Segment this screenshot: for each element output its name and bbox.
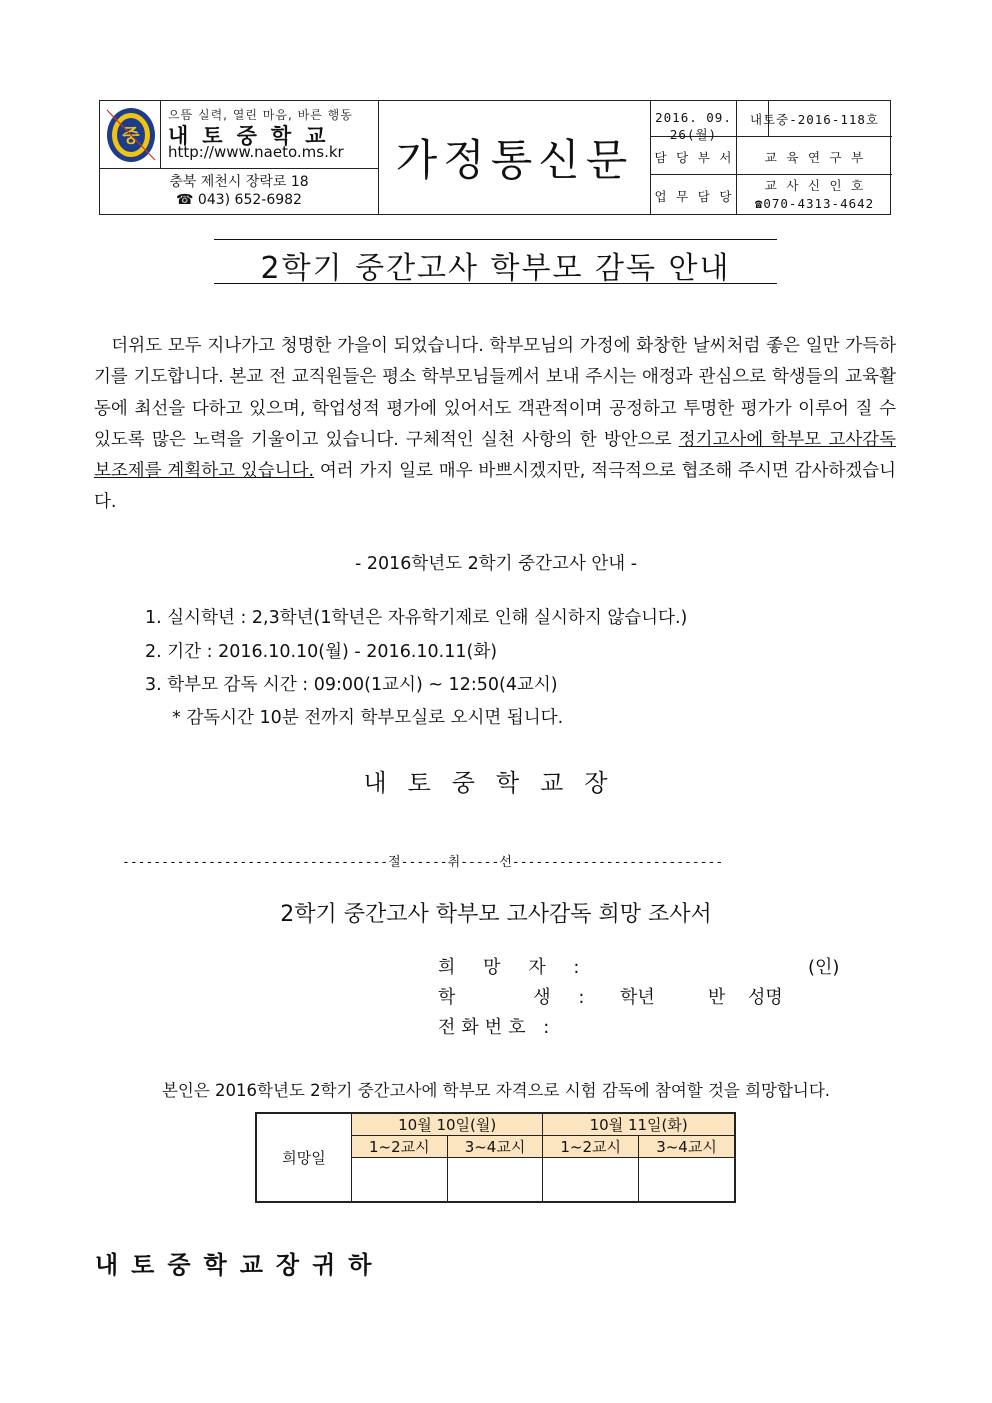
school-name: 내토중학교 — [168, 124, 340, 148]
addressee: 내토중학교장귀하 — [95, 1251, 385, 1279]
date: 2016. 09. 26(월) — [655, 110, 732, 142]
period-header: 3~4교시 — [639, 1136, 735, 1158]
notice-item: 2. 기간 : 2016.10.10(월) - 2016.10.11(화) — [145, 642, 498, 662]
address-text: 충북 제천시 장락로 18 — [169, 174, 309, 190]
title-rule-bottom — [214, 283, 777, 284]
period-header: 1~2교시 — [352, 1136, 448, 1158]
notice-heading: - 2016학년도 2학기 중간고사 안내 - — [354, 554, 638, 574]
notice-note: * 감독시간 10분 전까지 학부모실로 오시면 됩니다. — [172, 708, 564, 728]
name-label: 성명 — [748, 987, 783, 1008]
principal-signature: 내토중학교장 — [363, 769, 629, 797]
document-number: 내토중-2016-118호 — [749, 112, 880, 127]
dept-label: 담 당 부 서 — [654, 150, 733, 165]
row-label: 희망일 — [256, 1113, 352, 1202]
day1-header: 10월 10일(월) — [352, 1113, 543, 1136]
grade-label: 학년 — [620, 987, 655, 1008]
staff-phone: ☎070-4313-4642 — [754, 196, 875, 211]
body-text: 더위도 모두 지나가고 청명한 가을이 되었습니다. 학부모님의 가정에 화창한 날씨처럼 좋은 일만 가득하기를 기도합니다. 본교 전 교직원들은 평소 학부모님들께서 보내 주시는 애정과 관심으로 학생들의 교육활동에 최선을 다하고 있으며, 학업성적 평가에 있어서도 객관적이며 공정하고 투명한 평가가 이루어 질 수 있도록 많은 노력을 기울이고 있습니다. 구체적인 실천 사항의 한 방안으로 — [94, 336, 896, 450]
student-label: 학 생 : — [438, 987, 596, 1008]
cut-line: ----------------------------------절------취-----선--------------------------- — [122, 855, 724, 870]
staff-name: 교 사 신 인 호 — [764, 178, 865, 193]
seal-mark: (인) — [808, 957, 840, 978]
document-title: 가정통신문 — [395, 136, 634, 186]
choice-cell[interactable] — [639, 1158, 735, 1202]
choice-cell[interactable] — [447, 1158, 543, 1202]
title-rule-top — [214, 239, 777, 240]
header-box — [99, 100, 891, 215]
class-label: 반 — [708, 987, 726, 1008]
day2-header: 10월 11일(화) — [543, 1113, 735, 1136]
applicant-label: 희 망 자 : — [438, 957, 591, 978]
preference-table — [255, 1112, 736, 1203]
period-header: 3~4교시 — [447, 1136, 543, 1158]
school-address — [100, 173, 378, 209]
survey-statement: 본인은 2016학년도 2학기 중간고사에 학부모 자격으로 시험 감독에 참여할 것을 희망합니다. — [161, 1081, 831, 1100]
school-motto: 으뜸 실력, 열린 마음, 바른 행동 — [168, 108, 353, 122]
dept-value: 교 육 연 구 부 — [764, 150, 865, 165]
divider — [160, 101, 161, 168]
school-url[interactable]: http://www.naeto.ms.kr — [168, 143, 344, 161]
notice-item: 3. 학부모 감독 시간 : 09:00(1교시) ~ 12:50(4교시) — [145, 675, 558, 695]
svg-text:중: 중 — [122, 126, 140, 147]
body-paragraph — [94, 331, 896, 519]
staff-info — [737, 177, 892, 213]
notice-item: 1. 실시학년 : 2,3학년(1학년은 자유학기제로 인해 실시하지 않습니다.) — [145, 608, 688, 628]
survey-title: 2학기 중간고사 학부모 고사감독 희망 조사서 — [280, 902, 712, 927]
period-header: 1~2교시 — [543, 1136, 639, 1158]
phone-label: 전화번호 : — [438, 1017, 556, 1038]
body-text-end: 여러 가지 일로 매우 바쁘시겠지만, 적극적으로 협조해 주시면 감사하겠습니다. — [94, 461, 896, 513]
body-underlined: 정기고사에 학부모 고사감독 보조제를 계획하고 있습니다. — [94, 429, 896, 482]
choice-cell[interactable] — [352, 1158, 448, 1202]
page-title: 2학기 중간고사 학부모 감독 안내 — [260, 251, 731, 286]
divider — [650, 174, 892, 175]
divider — [100, 168, 378, 169]
staff-label: 업 무 담 당 — [654, 189, 733, 204]
choice-cell[interactable] — [543, 1158, 639, 1202]
phone-text: ☎ 043) 652-6982 — [176, 192, 302, 208]
school-logo — [105, 106, 157, 164]
